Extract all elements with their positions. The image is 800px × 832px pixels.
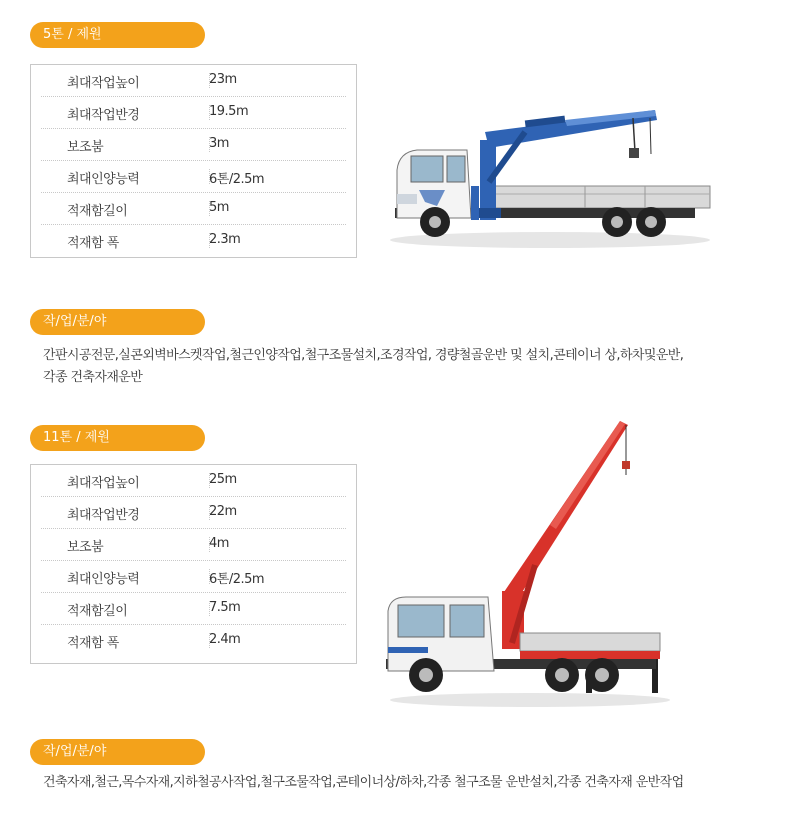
spec-row	[41, 161, 346, 193]
spec-value: 4m	[209, 536, 229, 551]
section-11ton-heading	[30, 425, 205, 451]
spec-label: 최대작업반경	[67, 108, 140, 123]
field-11ton-description	[43, 772, 743, 794]
spec-label: 보조붐	[67, 540, 104, 555]
spec-row	[41, 465, 346, 497]
spec-row	[41, 193, 346, 225]
spec-row	[41, 129, 346, 161]
spec-value: 6톤/2.5m	[209, 172, 265, 187]
spec-row	[41, 65, 346, 97]
spec-row	[41, 97, 346, 129]
spec-value: 7.5m	[209, 600, 241, 615]
spec-label: 최대작업높이	[67, 76, 140, 91]
field-5ton-description	[43, 345, 743, 389]
spec-label: 보조붐	[67, 140, 104, 155]
spec-value: 22m	[209, 504, 237, 519]
field-5ton-line2: 각종 건축자재운반	[43, 370, 143, 385]
spec-label: 최대인양능력	[67, 172, 140, 187]
spec-value: 19.5m	[209, 104, 249, 119]
spec-value: 2.3m	[209, 232, 241, 247]
field-5ton-line1: 간판시공전문,실콘외벽바스켓작업,철근인양작업,철구조물설치,조경작업, 경량철골운반 및 설치,콘테이너 상,하차및운반,	[43, 348, 684, 363]
spec-label: 최대인양능력	[67, 572, 140, 587]
section-5ton-heading	[30, 22, 205, 48]
field-11ton-heading-text: 작/업/분/야	[43, 744, 107, 759]
spec-value: 2.4m	[209, 632, 241, 647]
spec-row	[41, 593, 346, 625]
spec-label: 적재함길이	[67, 604, 128, 619]
spec-value: 23m	[209, 72, 237, 87]
spec-row	[41, 497, 346, 529]
spec-label: 최대작업반경	[67, 508, 140, 523]
spec-table-5ton	[30, 64, 357, 258]
section-5ton-heading-text: 5톤 / 제원	[43, 27, 102, 42]
spec-label: 적재함길이	[67, 204, 128, 219]
spec-label: 적재함 폭	[67, 236, 119, 251]
spec-value: 25m	[209, 472, 237, 487]
spec-row	[41, 225, 346, 256]
spec-value: 5m	[209, 200, 229, 215]
truck-11ton-image	[380, 415, 670, 715]
spec-label: 최대작업높이	[67, 476, 140, 491]
spec-row	[41, 529, 346, 561]
spec-table-11ton	[30, 464, 357, 664]
truck-5ton-image	[385, 90, 715, 255]
spec-row	[41, 625, 346, 656]
spec-label: 적재함 폭	[67, 636, 119, 651]
field-5ton-heading	[30, 309, 205, 335]
section-11ton-heading-text: 11톤 / 제원	[43, 430, 110, 445]
field-11ton-heading	[30, 739, 205, 765]
spec-row	[41, 561, 346, 593]
field-5ton-heading-text: 작/업/분/야	[43, 314, 107, 329]
field-11ton-line1: 건축자재,철근,목수자재,지하철공사작업,철구조물작업,콘테이너상/하차,각종 철구조물 운반설치,각종 건축자재 운반작업	[43, 775, 684, 790]
spec-value: 6톤/2.5m	[209, 572, 265, 587]
spec-value: 3m	[209, 136, 229, 151]
